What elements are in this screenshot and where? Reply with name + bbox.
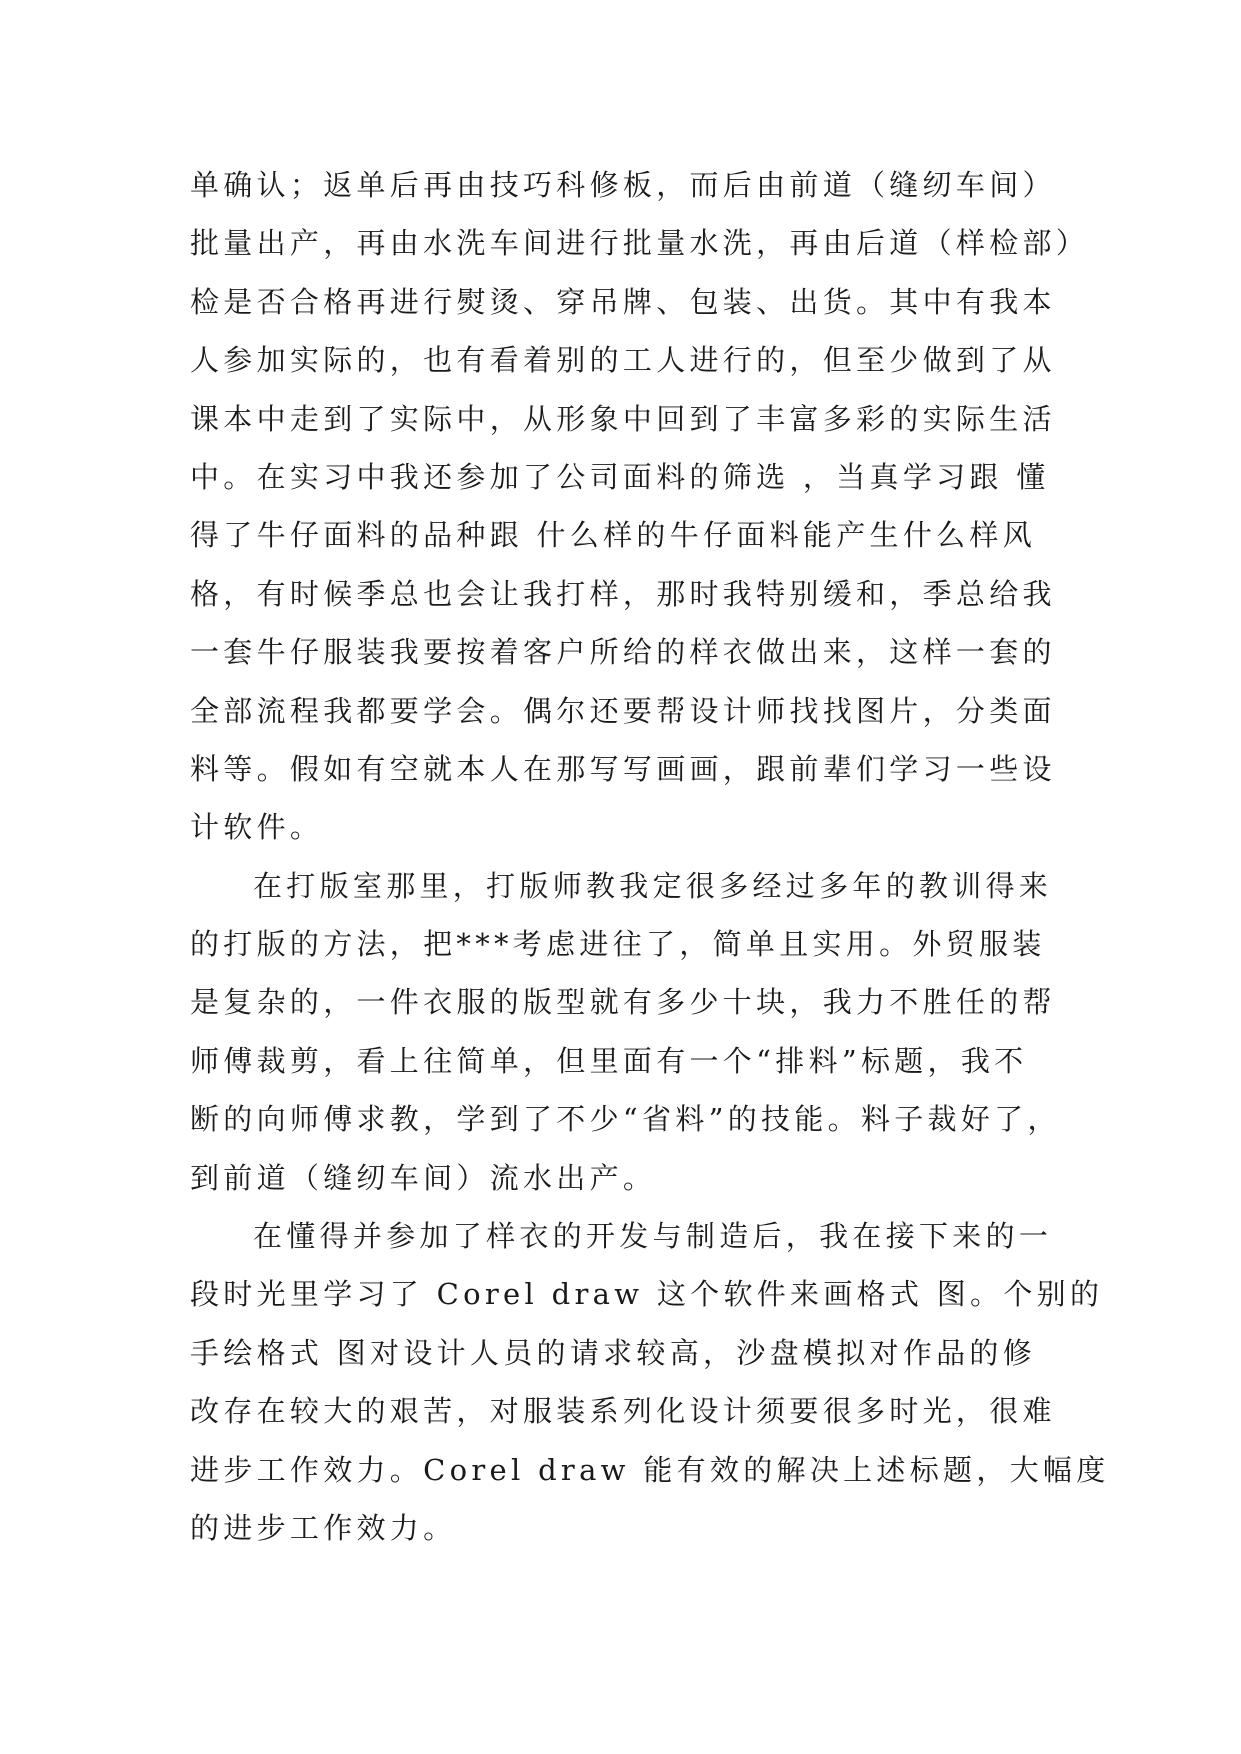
- text-line: 全部流程我都要学会。偶尔还要帮设计师找找图片，分类面: [190, 693, 1056, 728]
- text-line: 师傅裁剪，看上往简单，但里面有一个“排料”标题，我不: [190, 1043, 1028, 1078]
- text-line: 得了牛仔面料的品种跟 什么样的牛仔面料能产生什么样风: [190, 518, 1037, 553]
- text-line: 课本中走到了实际中，从形象中回到了丰富多彩的实际生活: [190, 401, 1056, 436]
- document-body: [190, 156, 1110, 1557]
- text-line: 在打版室那里，打版师教我定很多经过多年的教训得来: [253, 868, 1053, 903]
- text-line: 一套牛仔服装我要按着客户所给的样衣做出来，这样一套的: [190, 635, 1056, 670]
- text-line: 段时光里学习了 Corel draw 这个软件来画格式 图。个别的: [190, 1277, 1104, 1312]
- text-line: 人参加实际的，也有看着别的工人进行的，但至少做到了从: [190, 343, 1056, 378]
- text-line: 手绘格式 图对设计人员的请求较高，沙盘模拟对作品的修: [190, 1335, 1037, 1370]
- text-line: 改存在较大的艰苦，对服装系列化设计须要很多时光，很难: [190, 1394, 1056, 1429]
- text-line: 格，有时候季总也会让我打样，那时我特别缓和，季总给我: [190, 576, 1056, 611]
- text-line: 进步工作效力。Corel draw 能有效的解决上述标题，大幅度: [190, 1452, 1110, 1487]
- text-line: 检是否合格再进行熨烫、穿吊牌、包装、出货。其中有我本: [190, 284, 1056, 319]
- text-line: 的打版的方法，把***考虑进往了，简单且实用。外贸服装: [190, 927, 1046, 962]
- text-line: 中。在实习中我还参加了公司面料的筛选 ，当真学习跟 懂: [190, 459, 1050, 494]
- paragraph-1: [190, 156, 1090, 857]
- text-line: 料等。假如有空就本人在那写写画画，跟前辈们学习一些设: [190, 751, 1056, 786]
- text-line: 的进步工作效力。: [190, 1510, 457, 1545]
- text-line: 是复杂的，一件衣服的版型就有多少十块，我力不胜任的帮: [190, 985, 1056, 1020]
- text-line: 批量出产，再由水洗车间进行批量水洗，再由后道（样检部）: [190, 226, 1090, 261]
- paragraph-3: [190, 1207, 1110, 1557]
- text-line: 计软件。: [190, 810, 324, 845]
- paragraph-2: [190, 857, 1060, 1207]
- text-line: 到前道（缝纫车间）流水出产。: [190, 1160, 657, 1195]
- text-line: 单确认；返单后再由技巧科修板，而后由前道（缝纫车间）: [190, 168, 1056, 202]
- text-line: 在懂得并参加了样衣的开发与制造后，我在接下来的一: [253, 1219, 1053, 1254]
- text-line: 断的向师傅求教，学到了不少“省料”的技能。料子裁好了，: [190, 1102, 1061, 1137]
